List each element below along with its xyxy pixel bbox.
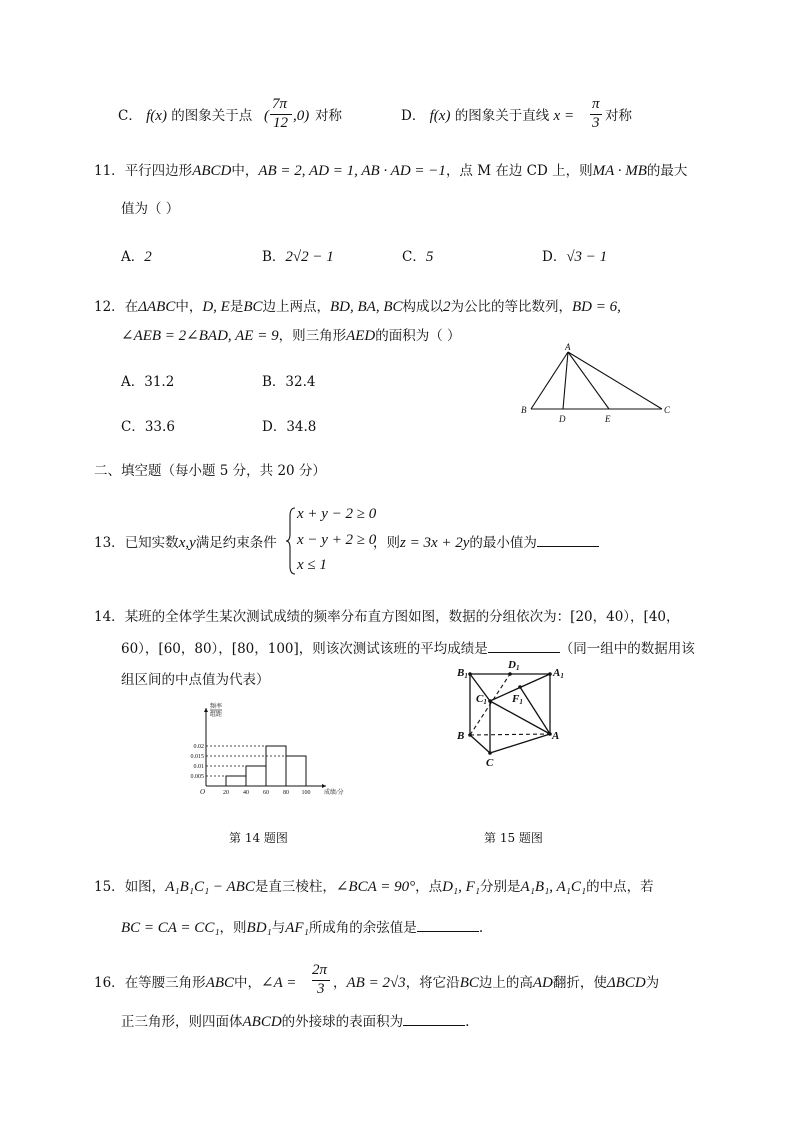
q12-triangle-figure — [512, 342, 682, 428]
histogram-x-tick-label: 40 — [243, 790, 249, 796]
prism-edge-bc — [470, 735, 490, 753]
q15-line1: 15．如图，A₁B₁C₁ − ABC是直三棱柱，∠BCA = 90°，点D₁, F₁分别是A₁B₁, A₁C₁的中点，若 — [94, 879, 654, 895]
q10-option-c — [118, 107, 252, 125]
q14-caption: 第 14 题图 — [229, 831, 288, 845]
prism-label-a1: A1 — [553, 667, 564, 680]
q15-line2: BC = CA = CC₁，则BD₁与AF₁所成角的余弦值是 . — [121, 920, 484, 936]
q14-histogram — [184, 700, 354, 800]
q12-segment-ae — [568, 352, 609, 409]
histogram-bar — [226, 776, 246, 786]
q14-line1: 14．某班的全体学生某次测试成绩的频率分布直方图如图，数据的分组依次为：[20，40），[40， — [94, 609, 680, 625]
q13-answer-blank[interactable] — [537, 534, 599, 547]
q11-option-c: C．5 — [402, 249, 434, 265]
prism-edge-ca — [490, 734, 550, 753]
q12-line2: ∠AEB = 2∠BAD, AE = 9，则三角形AED的面积为（ ） — [121, 328, 461, 344]
prism-label-b: B — [457, 730, 465, 742]
q11-vector-expr: MA · MB — [592, 163, 647, 179]
q11-text-c: ，点 M 在边 CD 上，则 — [445, 163, 593, 179]
q15-number: 15． — [94, 879, 125, 895]
q13-constraint-1: x + y − 2 ≥ 0 — [297, 506, 377, 522]
q10-d-pre: 的图象关于直线 — [454, 108, 550, 124]
histogram-y-arrow — [204, 708, 208, 712]
histogram-bar — [286, 756, 306, 786]
q12-option-c: C．33.6 — [121, 419, 175, 435]
histogram-x-arrow — [322, 784, 326, 788]
q10-c-fx: f(x) — [146, 108, 167, 124]
q11-abcd: ABCD — [192, 163, 232, 179]
q11-text-a: 平行四边形 — [124, 163, 193, 179]
histogram-y-label-top: 频率 — [210, 704, 223, 710]
q13-lead: 13．已知实数x,y满足约束条件 — [94, 535, 277, 551]
q10-d-label: D． — [401, 108, 426, 124]
q14-line3: 组区间的中点值为代表） — [121, 672, 270, 688]
q11-line1 — [94, 162, 687, 180]
q14-number: 14． — [94, 609, 125, 625]
q10-d-frac-num: π — [592, 96, 600, 112]
q12-triangle: ΔABC — [138, 299, 176, 315]
q12-line1: 12．在ΔABC中，D, E是BC边上两点，BD, BA, BC构成以2为公比的等比数列，BD = 6, — [94, 299, 621, 315]
prism-label-f1: F1 — [512, 693, 523, 706]
q11-conditions: AB = 2, AD = 1, AB · AD = −1 — [258, 163, 446, 179]
q10-c-point-tail: ,0) — [293, 108, 310, 124]
q11-line2: 值为（ ） — [121, 201, 180, 217]
histogram-x-label: 成绩/分 — [324, 790, 344, 796]
q16-line2: 正三角形，则四面体ABCD的外接球的表面积为 . — [121, 1014, 470, 1030]
q12-side-ac — [568, 352, 662, 409]
q11-option-a: A．2 — [121, 249, 152, 265]
q15-answer-blank[interactable] — [417, 919, 479, 932]
q10-c-label: C． — [118, 108, 142, 124]
histogram-bar — [246, 766, 266, 786]
q12-condition: ∠AEB = 2∠BAD, AE = 9 — [121, 328, 279, 344]
q12-option-d: D．34.8 — [262, 419, 317, 435]
q12-label-b: B — [521, 405, 527, 415]
histogram-origin-label: O — [200, 788, 206, 796]
histogram-x-tick-label: 20 — [223, 790, 229, 796]
q12-segment-ad — [563, 352, 568, 409]
q10-d-frac-den: 3 — [592, 115, 600, 131]
q13-brace — [285, 506, 297, 576]
histogram-y-label-bottom: 组距 — [210, 712, 223, 718]
q16-line1-a: 16．在等腰三角形ABC中，∠A = — [94, 975, 297, 991]
q12-side-ab — [531, 352, 568, 409]
q13-number: 13． — [94, 535, 125, 551]
histogram-y-tick-label: 0.01 — [193, 764, 204, 770]
q13-tail: ，则z = 3x + 2y的最小值为 — [373, 534, 599, 552]
q13-constraint-3: x ≤ 1 — [297, 557, 327, 573]
q10-c-frac-num: 7π — [272, 96, 288, 112]
q12-number: 12． — [94, 299, 125, 315]
prism-label-b1: B1 — [457, 667, 468, 680]
prism-segment-a-f1 — [520, 687, 550, 734]
q11-option-b: B．2√2 − 1 — [262, 249, 334, 265]
q12-label-c: C — [664, 405, 671, 415]
q13-objective: z = 3x + 2y — [400, 535, 470, 551]
histogram-bar — [266, 746, 286, 786]
histogram-y-tick-label: 0.005 — [190, 774, 204, 780]
q11-text-d: 的最大 — [646, 163, 688, 179]
q10-d-fx: f(x) — [429, 108, 451, 124]
q13-constraint-2: x − y + 2 ≥ 0 — [297, 532, 377, 548]
q12-label-a: A — [565, 342, 571, 352]
q11-text-b: 中， — [231, 163, 259, 179]
q10-c-frac-den: 12 — [273, 115, 288, 131]
histogram-y-tick-label: 0.02 — [193, 744, 204, 750]
q16-answer-blank[interactable] — [403, 1013, 465, 1026]
q10-d-lhs: x = — [553, 108, 575, 124]
q12-label-d: D — [559, 414, 566, 424]
prism-label-a: A — [552, 730, 560, 742]
q12-label-e: E — [605, 414, 611, 424]
prism-label-c: C — [486, 757, 494, 769]
prism-label-d1: D1 — [508, 659, 520, 672]
q12-option-b: B．32.4 — [262, 374, 316, 390]
q12-option-a: A．31.2 — [121, 374, 175, 390]
q16-line1-b: ，AB = 2√3，将它沿BC边上的高AD翻折，使ΔBCD为 — [333, 975, 660, 991]
histogram-x-tick-label: 80 — [283, 790, 289, 796]
q10-c-pre: 的图象关于点 — [171, 108, 253, 124]
q15-prism-figure — [456, 656, 572, 772]
q10-c-post: 对称 — [315, 108, 342, 124]
histogram-x-tick-label: 100 — [301, 790, 311, 796]
q10-d-post: 对称 — [605, 108, 632, 124]
section2-title: 二、填空题（每小题 5 分，共 20 分） — [94, 463, 326, 479]
q10-option-d — [401, 107, 574, 125]
histogram-x-tick-label: 60 — [263, 790, 269, 796]
prism-hidden-edge-ba — [470, 734, 550, 735]
q14-line2: 60），[60，80），[80，100]，则该次测试该班的平均成绩是 （同一组中的数据用该 — [121, 641, 695, 657]
q15-caption: 第 15 题图 — [484, 831, 543, 845]
q16-number: 16． — [94, 975, 125, 991]
histogram-y-tick-label: 0.015 — [190, 754, 204, 760]
prism-label-c1: C1 — [476, 693, 487, 706]
q11-option-d: D．√3 − 1 — [542, 249, 608, 265]
q14-answer-blank[interactable] — [488, 640, 560, 653]
q11-number: 11． — [94, 163, 125, 179]
